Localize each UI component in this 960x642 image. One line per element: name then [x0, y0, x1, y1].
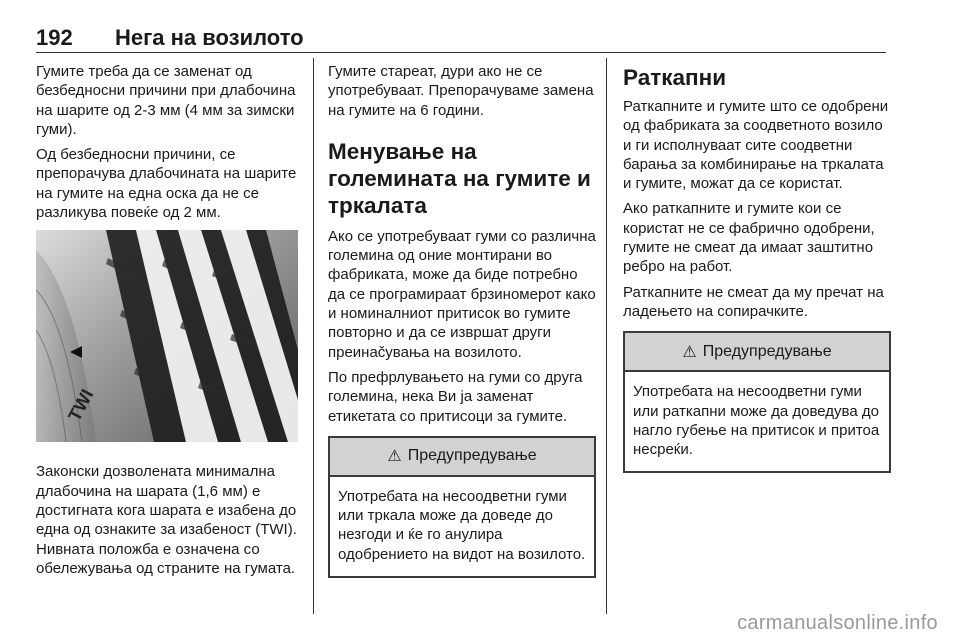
warning-header	[330, 438, 594, 477]
paragraph: Гумите треба да се заменат од безбедносни причини при длабочина на шарите од 2-3 мм (4 мм за зимски гуми).	[36, 63, 296, 138]
warning-text: Употребата на несоодветни гуми или раткапни може да доведува до нагло губење на притисок и притоа несреќи.	[633, 383, 880, 459]
warning-body	[330, 477, 594, 576]
paragraph: Од безбедносни причини, се препорачува длабочината на шарите на гумите на една оска да не се разликува повеќе од 2 мм.	[36, 146, 297, 222]
paragraph: Ако раткапните и гумите кои се користат не се фабрично одобрени, гумите не смеат да имаат заштитно ребро на работ.	[623, 200, 875, 276]
page-number: 192	[36, 25, 73, 50]
column-divider-2	[606, 58, 607, 614]
watermark-text: carmanualsonline.info	[737, 612, 938, 634]
tire-tread-figure	[36, 230, 298, 442]
paragraph: Раткапните и гумите што се одобрени од фабриката за соодветното возило и ги исполнуваат сите соодветни барања за комбинирање на тркалата и гумите, можат да се користат.	[623, 98, 889, 193]
twi-marking-label: TWI	[64, 386, 98, 425]
paragraph: Законски дозволената минимална длабочина на шарата (1,6 мм) е достигната кога шарата е изабена до една од ознаките за изабеност (TWI). Нивната положба е означена со обележувања од страните на гумата.	[36, 463, 297, 577]
page-header	[36, 22, 886, 53]
warning-triangle-icon: ⚠	[387, 448, 402, 466]
warning-header	[625, 333, 889, 372]
column-1	[36, 62, 304, 584]
warning-title: Предупредување	[407, 447, 537, 465]
paragraph: Гумите стареат, дури ако не се употребуваат. Препорачуваме замена на гумите на 6 години.	[328, 63, 594, 119]
section-heading: Менување на големината на гумите и тркалата	[328, 138, 591, 218]
section-heading: Раткапни	[623, 65, 727, 90]
paragraph: Ако се употребуваат гуми со различна големина од оние монтирани во фабриката, може да биде потребно да се програмираат брзиномерот како и номиналниот притисок во гумите повторно и да се извршат други преинаčувања на возилото.	[328, 227, 596, 361]
column-3	[623, 62, 891, 473]
paragraph: Раткапните не смеат да му пречат на ладењето на сопирачките.	[623, 283, 884, 320]
paragraph: По префрлувањето на гуми со друга големина, нека Ви ја заменат етикетата со притисоци за гумите.	[328, 368, 583, 425]
warning-body	[625, 372, 889, 471]
header-title: Нега на возилото	[115, 25, 304, 50]
warning-title: Предупредување	[702, 342, 832, 360]
warning-triangle-icon: ⚠	[682, 343, 697, 361]
column-divider-1	[313, 58, 314, 614]
column-2	[328, 62, 596, 578]
tire-tread-illustration	[36, 230, 298, 442]
warning-box	[623, 331, 891, 473]
warning-box	[328, 436, 596, 578]
warning-text: Употребата на несоодветни гуми или тркала може да доведе до незгоди и ќе го анулира одобрението на видот на возилото.	[338, 487, 586, 563]
